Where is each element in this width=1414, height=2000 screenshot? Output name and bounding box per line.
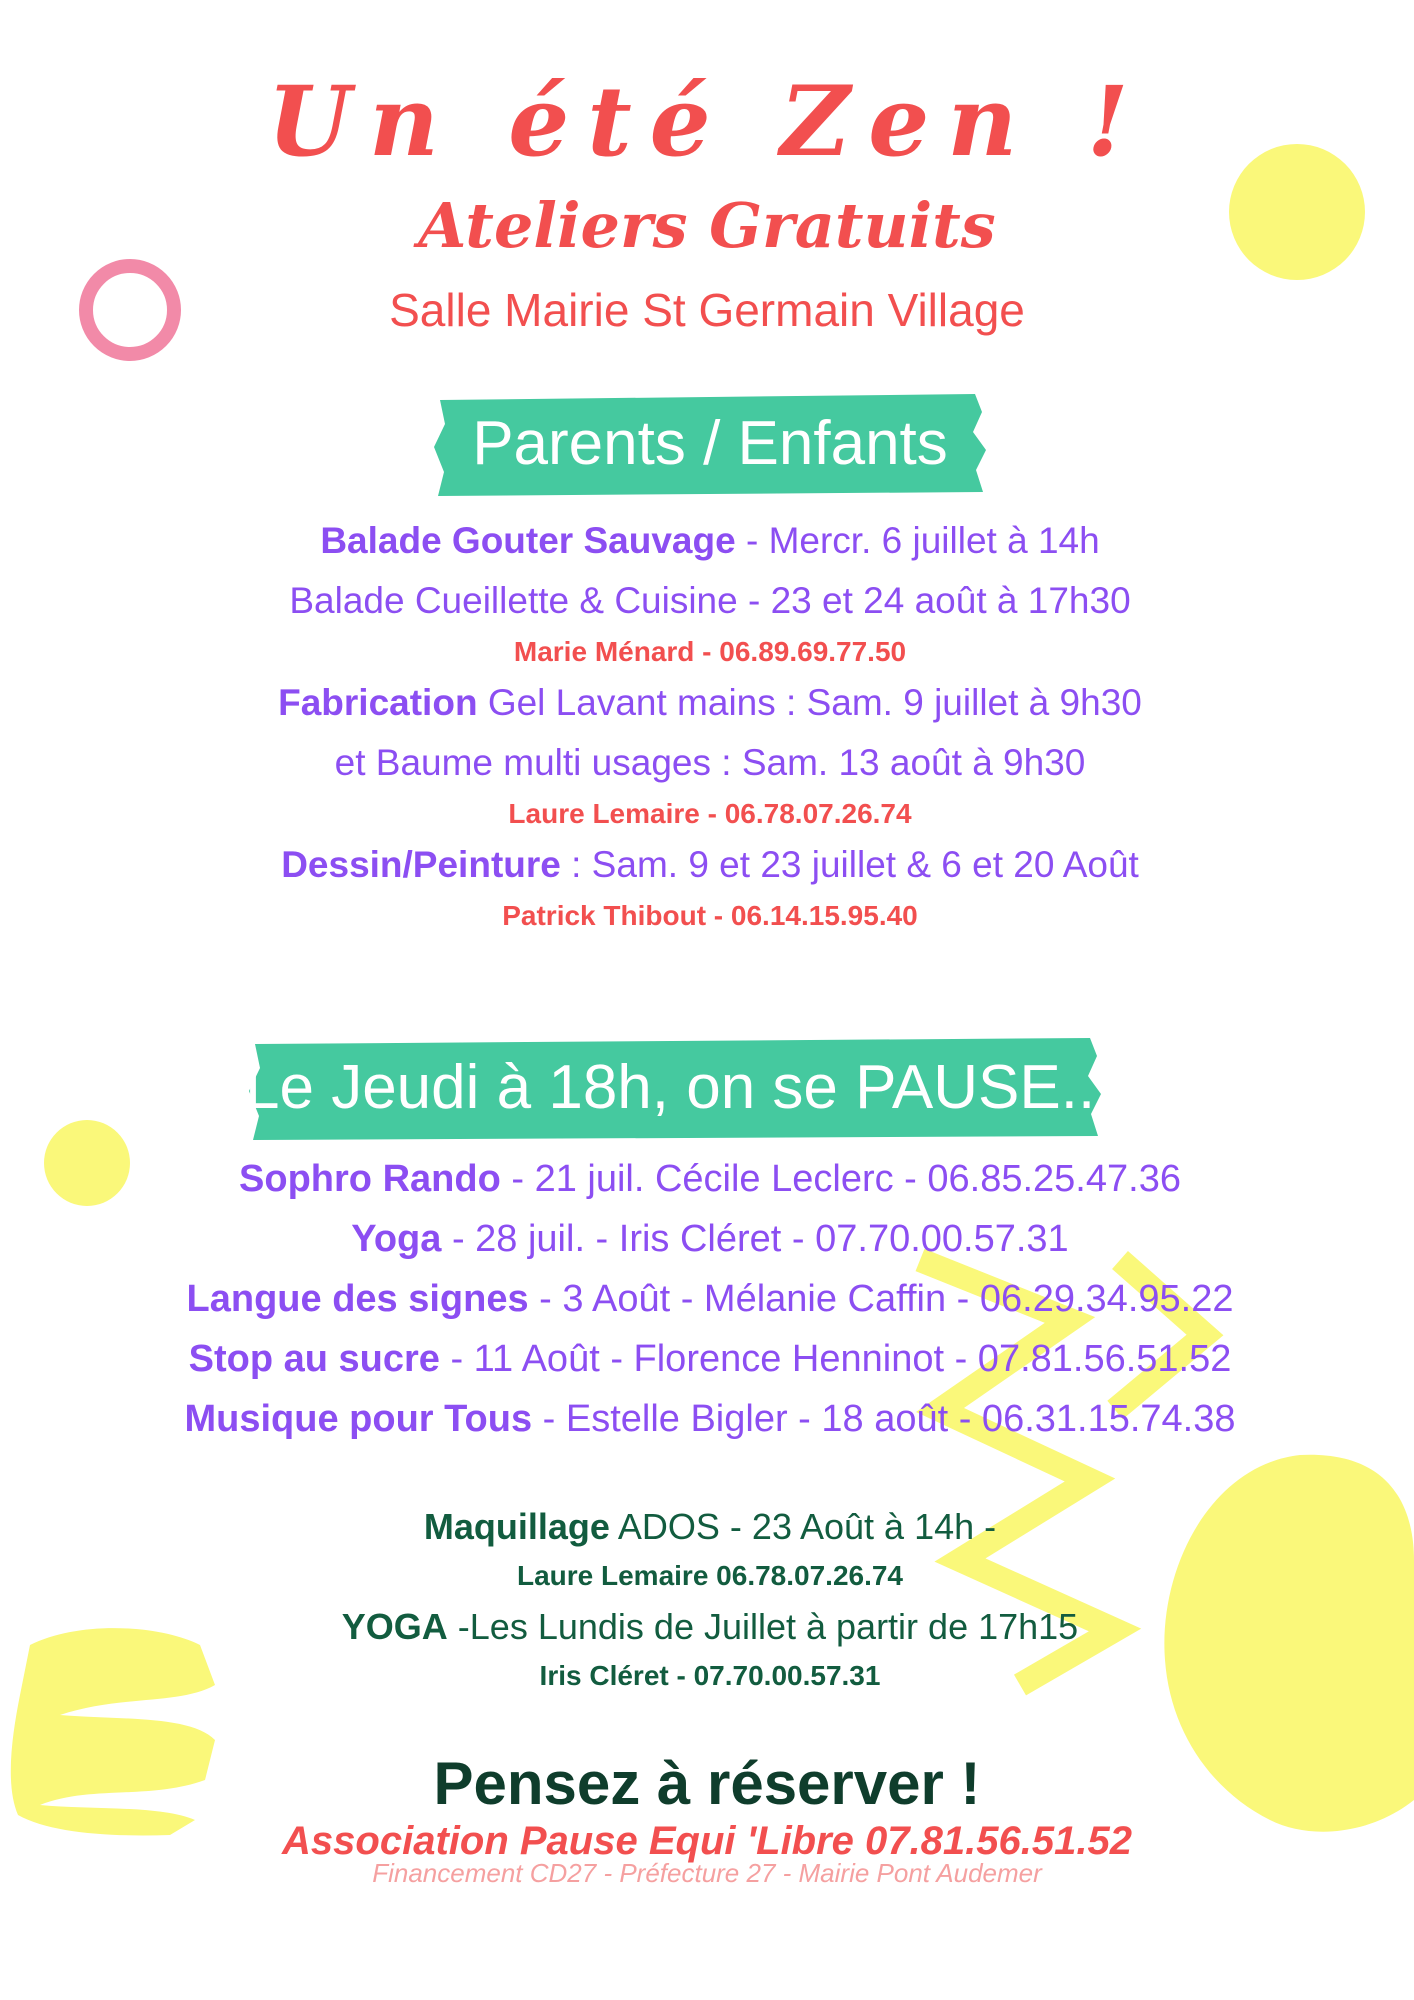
page-subtitle: Ateliers Gratuits [418,189,996,262]
activity-line-sucre [60,1332,1360,1386]
page-title: Un été Zen ! [267,65,1147,178]
activity-name: Balade Gouter Sauvage [320,520,736,561]
contact-line: Laure Lemaire 06.78.07.26.74 [516,1560,904,1591]
activity-line-dessin [60,840,1360,890]
activity-line-baume: et Baume multi usages : Sam. 13 août à 9h30 [334,742,1086,783]
activity-name: Dessin/Peinture [281,844,561,885]
activity-name: Stop au sucre [188,1338,440,1380]
activity-details: Gel Lavant mains : Sam. 9 juillet à 9h30 [477,682,1142,723]
activity-line-maquillage [60,1502,1360,1552]
section-heading-jeudi: Le Jeudi à 18h, on se PAUSE... [245,1053,1113,1122]
activity-line-fabrication [60,678,1360,728]
activity-details: - 3 Août - Mélanie Caffin - 06.29.34.95.22 [528,1278,1234,1320]
association-line: Association Pause Equi 'Libre 07.81.56.51.52 [282,1819,1132,1863]
activity-name: Maquillage [423,1506,610,1547]
activity-details: - 21 juil. Cécile Leclerc - 06.85.25.47.36 [500,1158,1181,1200]
activity-name: Sophro Rando [239,1158,501,1200]
activity-details: : Sam. 9 et 23 juillet & 6 et 20 Août [560,844,1139,885]
activity-details: - Estelle Bigler - 18 août - 06.31.15.74.38 [532,1398,1236,1440]
activity-name: Yoga [351,1218,442,1260]
activity-line-balade-cueillette: Balade Cueillette & Cuisine - 23 et 24 août à 17h30 [289,580,1131,621]
activity-line-musique [60,1392,1360,1446]
activity-name: Langue des signes [186,1278,529,1320]
activity-details: ADOS - 23 Août à 14h - [609,1506,997,1547]
contact-line: Laure Lemaire - 06.78.07.26.74 [508,798,912,829]
contact-line: Marie Ménard - 06.89.69.77.50 [513,636,907,667]
activity-name: Fabrication [278,682,478,723]
contact-line: Iris Cléret - 07.70.00.57.31 [539,1660,881,1691]
section-heading-parents: Parents / Enfants [472,409,948,478]
activity-line-sophro [60,1152,1360,1206]
activity-line-balade-gouter [60,516,1360,566]
activity-name: YOGA [341,1606,448,1647]
activity-name: Musique pour Tous [184,1398,533,1440]
venue-text: Salle Mairie St Germain Village [389,284,1025,336]
activity-details: -Les Lundis de Juillet à partir de 17h15 [447,1606,1079,1647]
activity-line-signes [60,1272,1360,1326]
activity-line-yoga [60,1212,1360,1266]
activity-details: - 28 juil. - Iris Cléret - 07.70.00.57.31 [441,1218,1069,1260]
activity-line-yoga-lundis [60,1602,1360,1652]
contact-line: Patrick Thibout - 06.14.15.95.40 [502,900,918,931]
reserve-heading: Pensez à réserver ! [433,1750,981,1817]
activity-details: - 11 Août - Florence Henninot - 07.81.56.51.52 [439,1338,1232,1380]
funding-line: Financement CD27 - Préfecture 27 - Mairie Pont Audemer [372,1858,1042,1888]
activity-details: - Mercr. 6 juillet à 14h [735,520,1100,561]
